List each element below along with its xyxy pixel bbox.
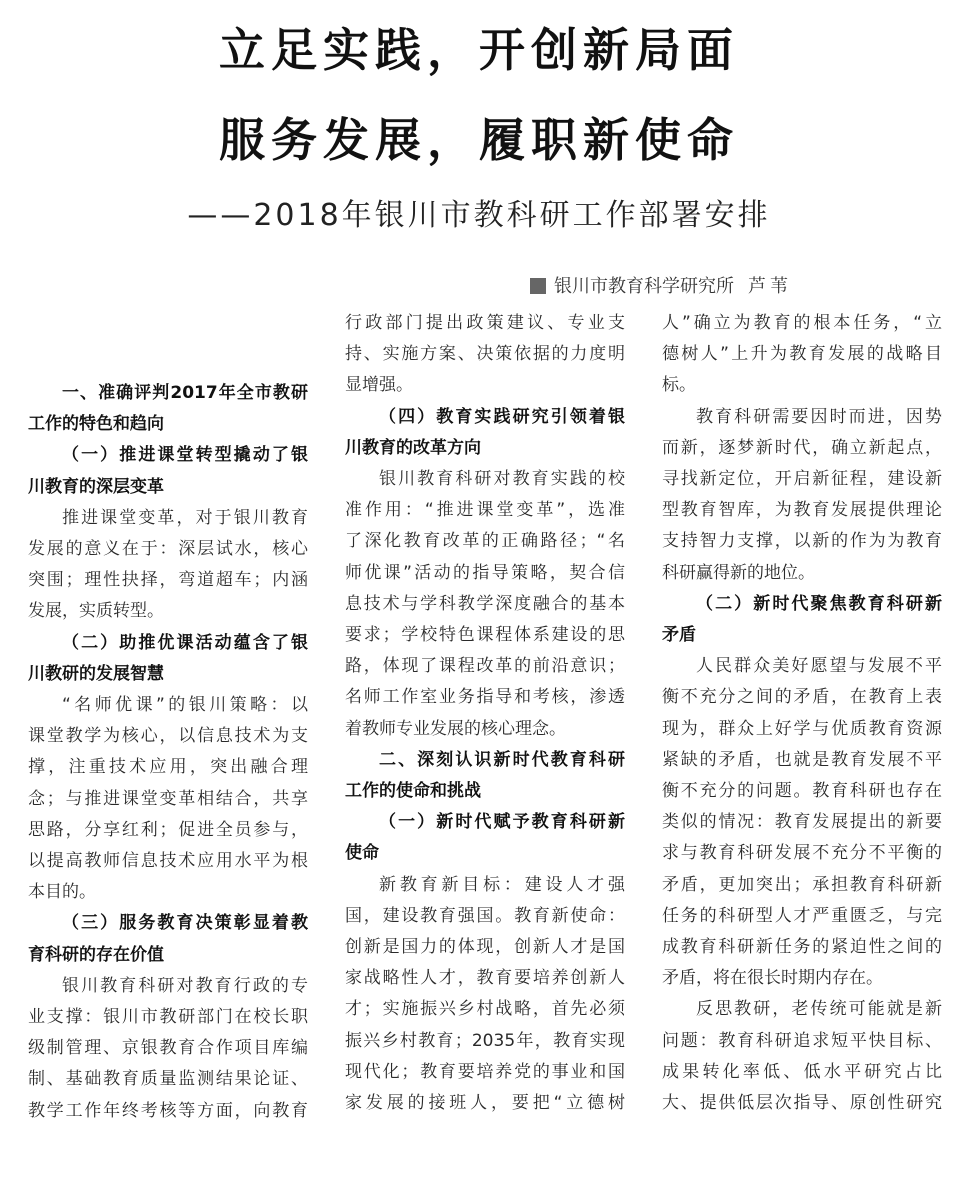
paragraph-line: 着教师专业发展的核心理念。 bbox=[345, 718, 566, 739]
paragraph-line: 才；实施振兴乡村战略，首先必须 bbox=[345, 999, 625, 1020]
section-heading-line: 川教育的改革方向 bbox=[345, 437, 481, 458]
section-heading-line: 川教研的发展智慧 bbox=[28, 663, 164, 684]
paragraph-line: 类似的情况：教育发展提出的新要 bbox=[662, 812, 942, 833]
section-heading-line: （二）新时代聚焦教育科研新 bbox=[696, 593, 942, 614]
section-heading-line: （四）教育实践研究引领着银 bbox=[379, 406, 625, 427]
paragraph-line: 名师工作室业务指导和考核，渗透 bbox=[345, 687, 625, 708]
paragraph-line: 人”确立为教育的根本任务，“立 bbox=[662, 313, 942, 333]
section-heading-line: 工作的使命和挑战 bbox=[345, 781, 481, 801]
paragraph-line: 反思教研，老传统可能就是新 bbox=[696, 999, 942, 1020]
paragraph-line: 银川教育科研对教育实践的校 bbox=[379, 469, 625, 489]
section-heading-line: （一）新时代赋予教育科研新 bbox=[379, 812, 625, 833]
section-heading-line: 川教育的深层变革 bbox=[28, 476, 164, 497]
paragraph-line: 师优课”活动的指导策略，契合信 bbox=[345, 562, 625, 583]
paragraph-line: 教育科研需要因时而进，因势 bbox=[696, 406, 942, 427]
paragraph-line: 思路，分享红利；促进全员参与， bbox=[28, 819, 308, 840]
byline-org: 银川市教育科学研究所 bbox=[554, 276, 734, 297]
paragraph-line: 成果转化率低、低水平研究占比 bbox=[662, 1061, 942, 1082]
paragraph-line: 矛盾，更加突出；承担教育科研新 bbox=[662, 874, 942, 895]
paragraph-line: 现为，群众上好学与优质教育资源 bbox=[662, 718, 942, 739]
title-line-1: 立足实践，开创新局面 bbox=[219, 23, 739, 77]
paragraph-line: 制、基础教育质量监测结果论证、 bbox=[28, 1069, 308, 1090]
paragraph-line: 念；与推进课堂变革相结合，共享 bbox=[28, 788, 308, 809]
section-heading-line: 一、准确评判2017年全市教研 bbox=[62, 383, 308, 403]
paragraph-line: 紧缺的矛盾，也就是教育发展不平 bbox=[662, 749, 942, 770]
paragraph-line: 寻找新定位，开启新征程，建设新 bbox=[662, 469, 942, 489]
paragraph-line: 德树人”上升为教育发展的战略目 bbox=[662, 344, 942, 365]
paragraph-line: 支持智力支撑，以新的作为为教育 bbox=[662, 531, 942, 552]
paragraph-line: 家战略性人才，教育要培养创新人 bbox=[345, 968, 625, 989]
paragraph-line: 衡不充分之间的矛盾，在教育上表 bbox=[662, 687, 942, 708]
section-heading-line: 工作的特色和趋向 bbox=[28, 414, 164, 435]
section-heading-line: （一）推进课堂转型撬动了银 bbox=[62, 445, 308, 466]
paragraph-line: 持、实施方案、决策依据的力度明 bbox=[345, 344, 625, 365]
paragraph-line: 求与教育科研发展不充分不平衡的 bbox=[662, 843, 942, 864]
paragraph-line: 衡不充分的问题。教育科研也存在 bbox=[662, 781, 942, 801]
paragraph-line: 级制管理、京银教育合作项目库编 bbox=[28, 1038, 308, 1059]
paragraph-line: 人民群众美好愿望与发展不平 bbox=[696, 656, 942, 677]
paragraph-line: 推进课堂变革，对于银川教育 bbox=[62, 507, 308, 528]
column-1 bbox=[28, 0, 308, 1178]
paragraph-line: 创新是国力的体现，创新人才是国 bbox=[345, 937, 625, 957]
paragraph-line: 国，建设教育强国。教育新使命： bbox=[345, 905, 625, 926]
paragraph-line: 成教育科研新任务的紧迫性之间的 bbox=[662, 937, 942, 957]
section-heading-line: 二、深刻认识新时代教育科研 bbox=[379, 749, 625, 770]
paragraph-line: 以提高教师信息技术应用水平为根 bbox=[28, 851, 308, 871]
paragraph-line: 行政部门提出政策建议、专业支 bbox=[345, 313, 625, 333]
paragraph-line: 矛盾，将在很长时期内存在。 bbox=[662, 968, 883, 989]
paragraph-line: 教学工作年终考核等方面，向教育 bbox=[28, 1100, 308, 1121]
paragraph-line: 新教育新目标：建设人才强 bbox=[379, 874, 625, 895]
paragraph-line: 本目的。 bbox=[28, 882, 96, 903]
byline-author: 芦苇 bbox=[748, 276, 792, 297]
paragraph-line: 标。 bbox=[662, 375, 696, 396]
paragraph-line: 发展的意义在于：深层试水，核心 bbox=[28, 539, 308, 559]
paragraph-line: 业支撑：银川市教研部门在校长职 bbox=[28, 1007, 308, 1027]
column-3 bbox=[662, 0, 942, 1178]
section-heading-line: （二）助推优课活动蕴含了银 bbox=[62, 632, 308, 653]
section-heading-line: 使命 bbox=[345, 843, 379, 864]
paragraph-line: 大、提供低层次指导、原创性研究 bbox=[662, 1093, 942, 1113]
paragraph-line: 问题：教育科研追求短平快目标、 bbox=[662, 1030, 942, 1051]
paragraph-line: 突围；理性抉择，弯道超车；内涵 bbox=[28, 570, 308, 591]
paragraph-line: 银川教育科研对教育行政的专 bbox=[62, 975, 308, 996]
paragraph-line: 型教育智库，为教育发展提供理论 bbox=[662, 500, 942, 521]
paragraph-line: 而新，逐梦新时代，确立新起点， bbox=[662, 437, 942, 458]
title-line-2: 服务发展，履职新使命 bbox=[219, 113, 739, 167]
paragraph-line: 撑，注重技术应用，突出融合理 bbox=[28, 757, 308, 778]
paragraph-line: 息技术与学科教学深度融合的基本 bbox=[345, 593, 625, 614]
section-heading-line: 矛盾 bbox=[662, 625, 696, 645]
paragraph-line: 准作用：“推进课堂变革”，选准 bbox=[345, 500, 625, 521]
paragraph-line: 家发展的接班人，要把“立德树 bbox=[345, 1093, 625, 1113]
subtitle: ——2018年银川市教科研工作部署安排 bbox=[187, 198, 771, 233]
paragraph-line: 要求；学校特色课程体系建设的思 bbox=[345, 625, 625, 645]
paragraph-line: 任务的科研型人才严重匮乏，与完 bbox=[662, 905, 942, 926]
paragraph-line: 振兴乡村教育；2035年，教育实现 bbox=[345, 1030, 625, 1051]
section-heading-line: 育科研的存在价值 bbox=[28, 944, 164, 965]
paragraph-line: 课堂教学为核心，以信息技术为支 bbox=[28, 726, 308, 747]
paragraph-line: 发展，实质转型。 bbox=[28, 601, 164, 622]
section-heading-line: （三）服务教育决策彰显着教 bbox=[62, 913, 308, 934]
paragraph-line: 显增强。 bbox=[345, 375, 413, 396]
paragraph-line: 现代化；教育要培养党的事业和国 bbox=[345, 1061, 625, 1082]
paragraph-line: 科研赢得新的地位。 bbox=[662, 562, 815, 583]
paragraph-line: “名师优课”的银川策略：以 bbox=[62, 695, 308, 715]
column-2 bbox=[345, 0, 625, 1178]
paragraph-line: 了深化教育改革的正确路径；“名 bbox=[345, 531, 625, 552]
paragraph-line: 路，体现了课程改革的前沿意识； bbox=[345, 656, 625, 677]
